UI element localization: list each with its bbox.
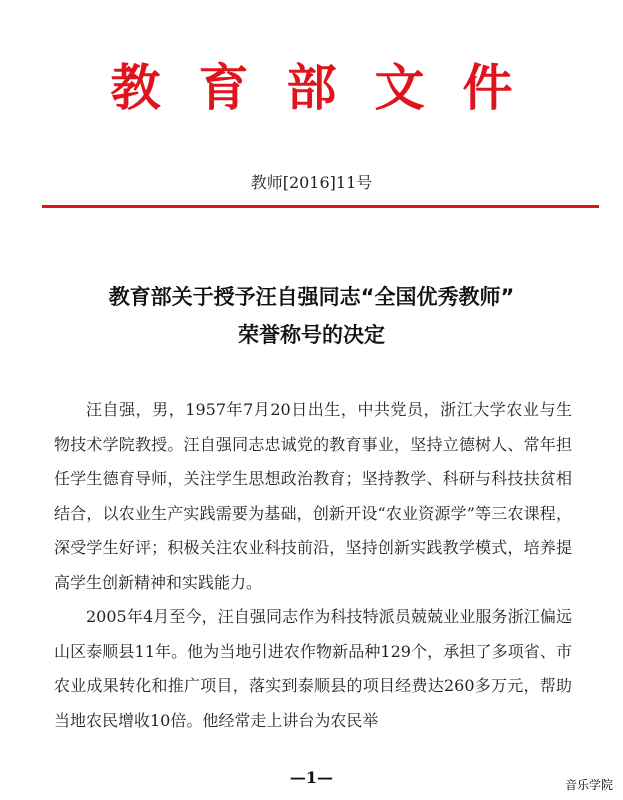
document-header-title: 教育部文件 — [110, 58, 551, 117]
red-divider-line — [42, 205, 599, 208]
document-number: 教师[2016]11号 — [250, 173, 373, 192]
document-body — [54, 393, 572, 738]
page-number: —1— — [289, 768, 334, 787]
watermark-label: 音乐学院 — [564, 778, 613, 792]
body-paragraph-2: 2005年4月至今，汪自强同志作为科技特派员兢兢业业服务浙江偏远山区泰顺县11年。他为当地引进农作物新品种129个，承担了多项省、市农业成果转化和推广项目，落实到泰顺县的项目经费达260多万元，帮助当地农民增收10倍。他经常走上讲台为农民举 — [54, 607, 572, 730]
subject-line-2: 荣誉称号的决定 — [238, 323, 385, 347]
document-subject — [0, 278, 623, 354]
subject-line-1: 教育部关于授予汪自强同志“全国优秀教师” — [108, 285, 515, 309]
body-paragraph-1: 汪自强，男，1957年7月20日出生，中共党员，浙江大学农业与生物技术学院教授。汪自强同志忠诚党的教育事业，坚持立德树人、常年担任学生德育导师，关注学生思想政治教育；坚持教学、科研与科技扶贫相结合，以农业生产实践需要为基础，创新开设“农业资源学”等三农课程，深受学生好评；积极关注农业科技前沿，坚持创新实践教学模式，培养提高学生创新精神和实践能力。 — [54, 400, 572, 592]
